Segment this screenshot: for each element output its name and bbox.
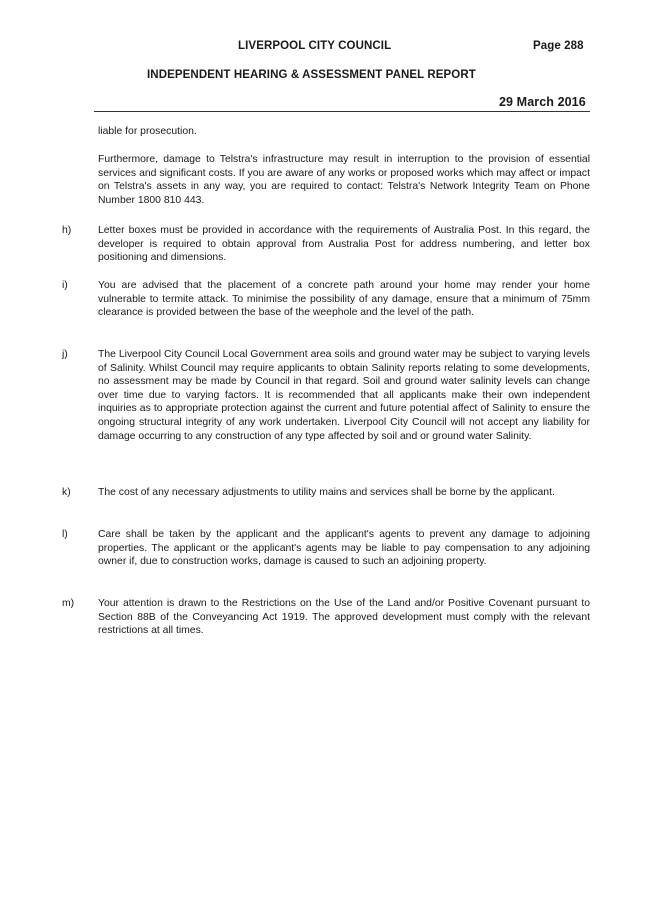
item-text: Your attention is drawn to the Restrictions on the Use of the Land and/or Positive Covenant pursuant to Section 88B of the Conveyancing Act 1919. The approved development must comply with the relevant restrictions at all times.	[98, 598, 590, 637]
item-letter: l)	[62, 529, 68, 540]
item-text: You are advised that the placement of a concrete path around your home may render your home vulnerable to termite attack. To minimise the possibility of any damage, ensure that a minimum of 75mm clearance is provided between the base of the weephole and the level of the path.	[98, 280, 590, 319]
item-letter: j)	[62, 349, 68, 360]
item-text: Letter boxes must be provided in accordance with the requirements of Australia Post. In this regard, the developer is required to obtain approval from Australia Post for address numbering, and letter box positioning and dimensions.	[98, 225, 590, 264]
council-name: LIVERPOOL CITY COUNCIL	[238, 40, 392, 52]
continuation-line: liable for prosecution.	[98, 126, 197, 137]
item-letter: h)	[62, 225, 72, 236]
header-rule	[94, 111, 590, 112]
report-date: 29 March 2016	[499, 95, 586, 109]
item-text: Care shall be taken by the applicant and the applicant's agents to prevent any damage to adjoining properties. The applicant or the applicant's agents may be liable to pay compensation to any adjoining owner if, due to construction works, damage is caused to such an adjoining property.	[98, 529, 590, 568]
report-title: INDEPENDENT HEARING & ASSESSMENT PANEL REPORT	[147, 69, 476, 81]
item-text: The Liverpool City Council Local Government area soils and ground water may be subject to varying levels of Salinity. Whilst Council may require applicants to obtain Salinity reports relating to some developments, no assessment may be made by Council in that regard. Soil and ground water salinity levels can change over time due to varying factors. It is recommended that all applicants make their own independent inquiries as to appropriate protection against the current and future potential affect of Salinity to ensure the ongoing structural integrity of any work undertaken. Liverpool City Council will not accept any liability for damage occurring to any construction of any type affected by soil and or ground water Salinity.	[98, 349, 590, 442]
item-text: The cost of any necessary adjustments to utility mains and services shall be borne by the applicant.	[98, 487, 555, 498]
continuation-paragraph: Furthermore, damage to Telstra's infrastructure may result in interruption to the provision of essential services and significant costs. If you are aware of any works or proposed works which may affect or impact on Telstra's assets in any way, you are required to contact: Telstra's Network Integrity Team on Phone Number 1800 810 443.	[98, 154, 590, 206]
item-letter: i)	[62, 280, 68, 291]
item-letter: m)	[62, 598, 75, 609]
page-number: Page 288	[533, 40, 584, 52]
item-letter: k)	[62, 487, 71, 498]
